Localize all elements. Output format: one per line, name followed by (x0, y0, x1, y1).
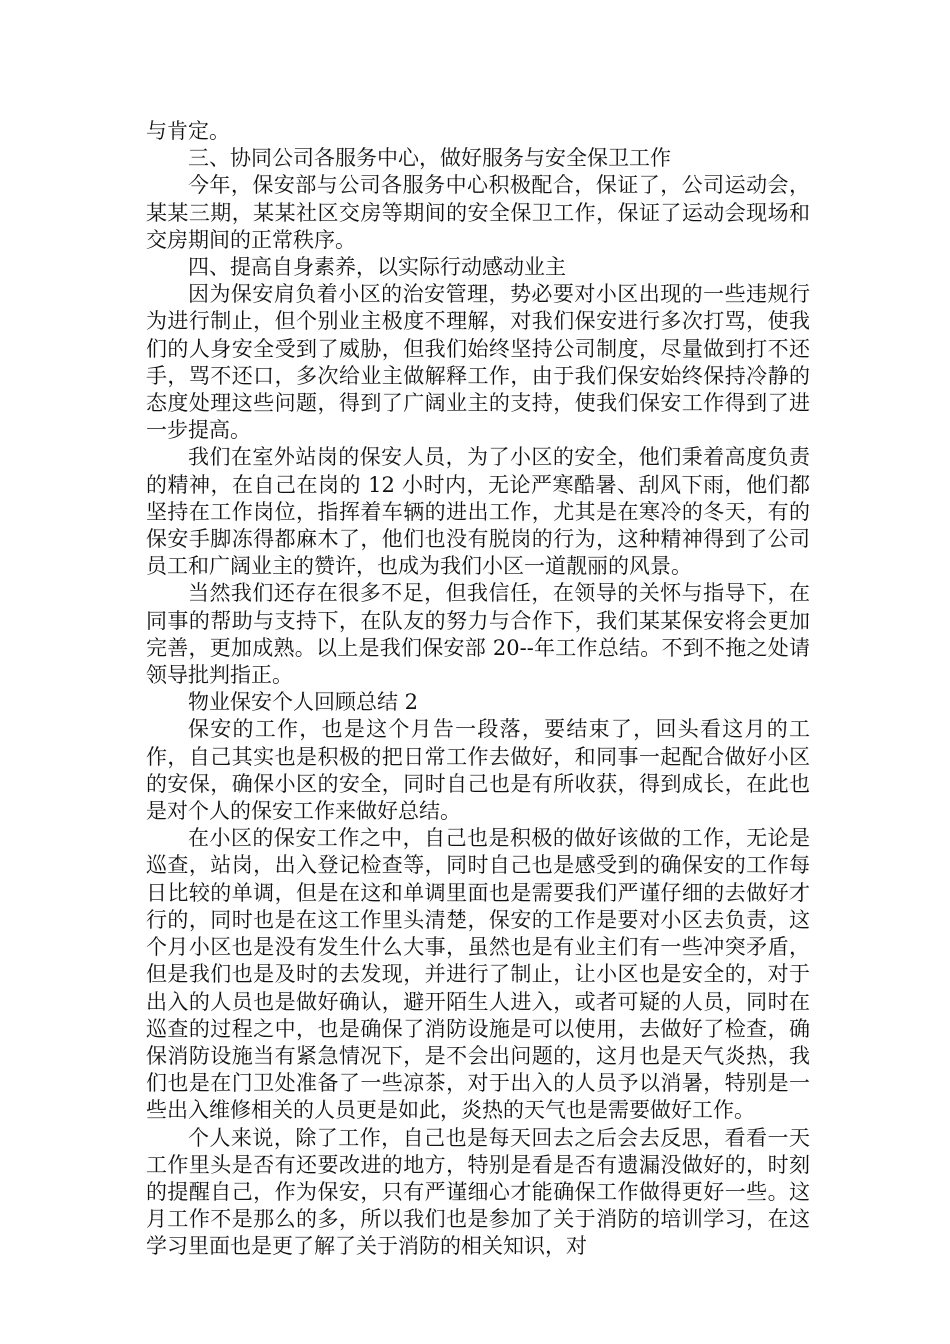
paragraph: 保安的工作，也是这个月告一段落，要结束了，回头看这月的工作，自己其实也是积极的把日常工作去做好，和同事一起配合做好小区的安保，确保小区的安全，同时自己也是有所收获，得到成长，在此也是对个人的保安工作来做好总结。 (146, 717, 810, 824)
paragraph: 个人来说，除了工作，自己也是每天回去之后会去反思，看看一天工作里头是否有还要改进的地方，特别是看是否有遗漏没做好的，时刻的提醒自己，作为保安，只有严谨细心才能确保工作做得更好一些。这月工作不是那么的多，所以我们也是参加了关于消防的培训学习，在这学习里面也是更了解了关于消防的相关知识，对 (146, 1125, 810, 1259)
paragraph: 我们在室外站岗的保安人员，为了小区的安全，他们秉着高度负责的精神，在自己在岗的 12 小时内，无论严寒酷暑、刮风下雨，他们都坚持在工作岗位，指挥着车辆的进出工作，尤其是在寒冷的冬天，有的保安手脚冻得都麻木了，他们也没有脱岗的行为，这种精神得到了公司员工和广阔业主的赞许，也成为我们小区一道靓丽的风景。 (146, 445, 810, 579)
section-heading-4: 四、提高自身素养，以实际行动感动业主 (188, 255, 566, 280)
paragraph: 在小区的保安工作之中，自己也是积极的做好该做的工作，无论是巡查，站岗，出入登记检查等，同时自己也是感受到的确保安的工作每日比较的单调，但是在这和单调里面也是需要我们严谨仔细的去做好才行的，同时也是在这工作里头清楚，保安的工作是要对小区去负责，这个月小区也是没有发生什么大事，虽然也是有业主们有一些冲突矛盾，但是我们也是及时的去发现，并进行了制止，让小区也是安全的，对于出入的人员也是做好确认，避开陌生人进入，或者可疑的人员，同时在巡查的过程之中，也是确保了消防设施是可以使用，去做好了检查，确保消防设施当有紧急情况下，是不会出问题的，这月也是天气炎热，我们也是在门卫处准备了一些凉茶，对于出入的人员予以消暑，特别是一些出入维修相关的人员更是如此，炎热的天气也是需要做好工作。 (146, 826, 810, 1123)
document-page (146, 118, 810, 1261)
paragraph-continuation: 与肯定。 (146, 119, 230, 143)
paragraph: 当然我们还存在很多不足，但我信任，在领导的关怀与指导下，在同事的帮助与支持下，在队友的努力与合作下，我们某某保安将会更加完善，更加成熟。以上是我们保安部 20--年工作总结。不到不拖之处请领导批判指正。 (146, 581, 810, 688)
paragraph: 今年，保安部与公司各服务中心积极配合，保证了，公司运动会，某某三期，某某社区交房等期间的安全保卫工作，保证了运动会现场和交房期间的正常秩序。 (146, 173, 810, 252)
paragraph: 因为保安肩负着小区的治安管理，势必要对小区出现的一些违规行为进行制止，但个别业主极度不理解，对我们保安进行多次打骂，使我们的人身安全受到了威胁，但我们始终坚持公司制度，尽量做到打不还手，骂不还口，多次给业主做解释工作，由于我们保安始终保持冷静的态度处理这些问题，得到了广阔业主的支持，使我们保安工作得到了进一步提高。 (146, 282, 810, 443)
document-subtitle: 物业保安个人回顾总结 2 (188, 690, 419, 715)
section-heading-3: 三、协同公司各服务中心，做好服务与安全保卫工作 (188, 146, 671, 171)
